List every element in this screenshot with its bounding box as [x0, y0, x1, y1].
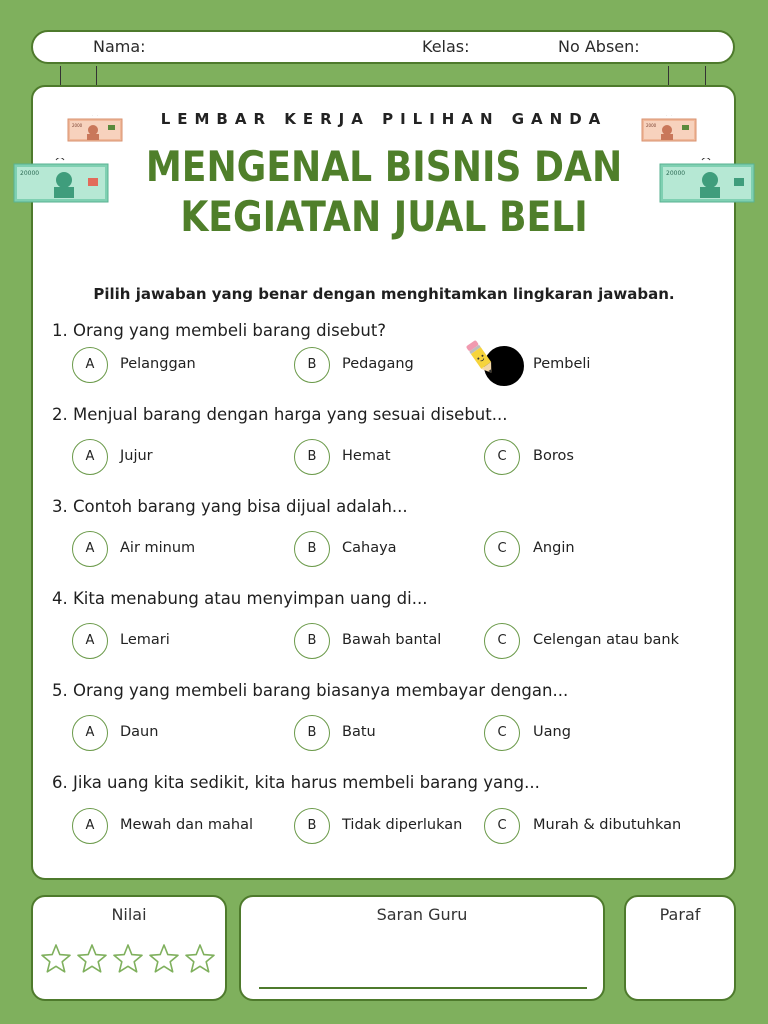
question-6: 6. Jika uang kita sedikit, kita harus membeli barang yang...: [52, 773, 540, 792]
suggestion-line[interactable]: [259, 987, 587, 989]
option-5c-text: Uang: [533, 724, 571, 740]
option-4c-text: Celengan atau bank: [533, 632, 680, 648]
option-4b-circle[interactable]: B: [294, 623, 330, 659]
option-1b-text: Pedagang: [342, 356, 414, 372]
option-3c-circle[interactable]: C: [484, 531, 520, 567]
star-icon[interactable]: [114, 945, 142, 972]
option-5a-circle[interactable]: A: [72, 715, 108, 751]
option-6a-text: Mewah dan mahal: [120, 817, 253, 833]
teacher-suggestion-label: Saran Guru: [376, 905, 468, 924]
teacher-suggestion-box: [239, 895, 605, 1001]
option-6b-circle[interactable]: B: [294, 808, 330, 844]
option-2c-circle[interactable]: C: [484, 439, 520, 475]
question-2: 2. Menjual barang dengan harga yang sesuai disebut...: [52, 405, 508, 424]
bill-label: 20000: [666, 170, 686, 177]
question-1: 1. Orang yang membeli barang disebut?: [52, 321, 387, 340]
class-label: Kelas:: [422, 37, 470, 56]
option-3b-text: Cahaya: [342, 540, 397, 556]
instruction-text: Pilih jawaban yang benar dengan menghitamkan lingkaran jawaban.: [93, 285, 675, 303]
star-icon[interactable]: [150, 945, 178, 972]
option-2c-text: Boros: [533, 448, 574, 464]
option-6c-circle[interactable]: C: [484, 808, 520, 844]
star-icon[interactable]: [42, 945, 70, 972]
worksheet-title: [54, 142, 714, 242]
option-3a-text: Air minum: [120, 540, 196, 556]
score-label: Nilai: [111, 905, 147, 924]
bill-label: 20000: [20, 170, 40, 177]
pencil-icon: [464, 338, 498, 378]
name-label: Nama:: [93, 37, 146, 56]
star-rating[interactable]: [40, 943, 222, 977]
star-icon[interactable]: [78, 945, 106, 972]
star-icon[interactable]: [186, 945, 214, 972]
signature-label: Paraf: [659, 905, 701, 924]
bill-label: 2000: [72, 123, 83, 128]
question-5: 5. Orang yang membeli barang biasanya membayar dengan...: [52, 681, 569, 700]
score-box: [31, 895, 227, 1001]
option-3c-text: Angin: [533, 540, 575, 556]
student-info-bar: [31, 30, 735, 64]
option-2a-text: Jujur: [120, 448, 153, 464]
option-6b-text: Tidak diperlukan: [342, 817, 463, 833]
question-3: 3. Contoh barang yang bisa dijual adalah...: [52, 497, 408, 516]
option-1a-circle[interactable]: A: [72, 347, 108, 383]
question-4: 4. Kita menabung atau menyimpan uang di...: [52, 589, 428, 608]
option-1c-text: Pembeli: [533, 356, 591, 372]
option-4a-text: Lemari: [120, 632, 170, 648]
option-2a-circle[interactable]: A: [72, 439, 108, 475]
bill-label: 2000: [646, 123, 657, 128]
option-1b-circle[interactable]: B: [294, 347, 330, 383]
option-2b-circle[interactable]: B: [294, 439, 330, 475]
option-4a-circle[interactable]: A: [72, 623, 108, 659]
option-3b-circle[interactable]: B: [294, 531, 330, 567]
title-line-2: KEGIATAN JUAL BELI: [180, 192, 588, 241]
title-line-1: MENGENAL BISNIS DAN: [145, 142, 623, 191]
option-3a-circle[interactable]: A: [72, 531, 108, 567]
option-4b-text: Bawah bantal: [342, 632, 442, 648]
option-5c-circle[interactable]: C: [484, 715, 520, 751]
option-5a-text: Daun: [120, 724, 159, 740]
option-5b-text: Batu: [342, 724, 376, 740]
option-6c-text: Murah & dibutuhkan: [533, 817, 682, 833]
option-5b-circle[interactable]: B: [294, 715, 330, 751]
option-6a-circle[interactable]: A: [72, 808, 108, 844]
signature-box[interactable]: [624, 895, 736, 1001]
absen-label: No Absen:: [558, 37, 640, 56]
worksheet-subtitle: LEMBAR KERJA PILIHAN GANDA: [160, 110, 608, 128]
option-4c-circle[interactable]: C: [484, 623, 520, 659]
option-1a-text: Pelanggan: [120, 356, 196, 372]
option-2b-text: Hemat: [342, 448, 391, 464]
